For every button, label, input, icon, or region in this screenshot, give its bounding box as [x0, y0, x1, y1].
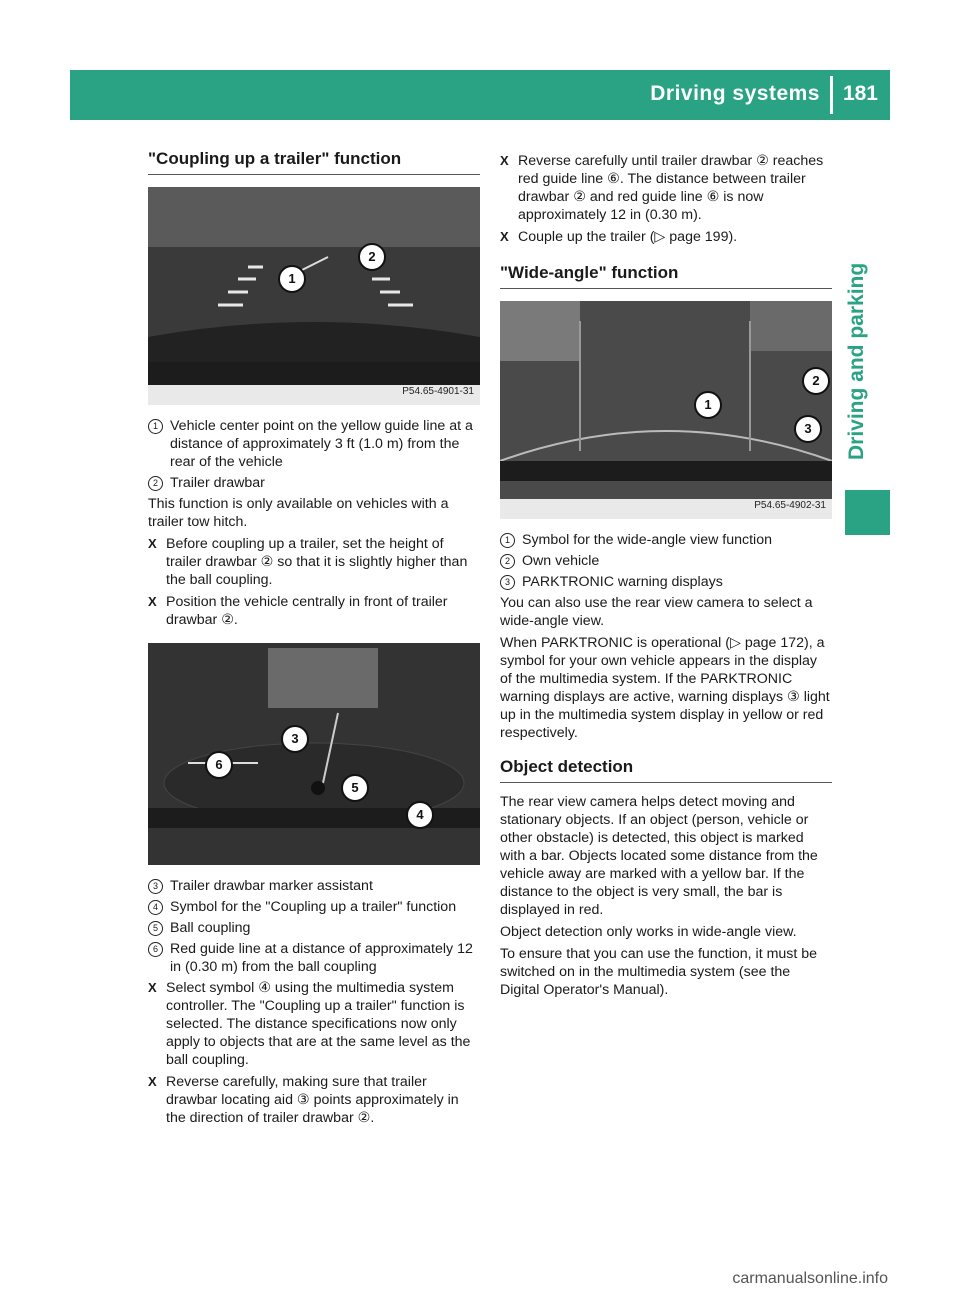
paragraph: Object detection only works in wide-angle view.	[500, 924, 797, 940]
paragraph: To ensure that you can use the function, it must be switched on in the multimedia system (see the Digital Operator's Manual).	[500, 946, 818, 998]
step-arrow-icon: X	[148, 536, 157, 551]
callout-1: 1	[694, 391, 722, 419]
legend-text: Trailer drawbar marker assistant	[170, 878, 373, 894]
legend-item	[500, 573, 832, 591]
step-arrow-icon: X	[500, 229, 509, 244]
legend-item	[148, 940, 480, 976]
legend-number: 1	[500, 533, 515, 548]
camera-image-1	[148, 187, 480, 405]
paragraph: The rear view camera helps detect moving and stationary objects. If an object (person, vehicle or other obstacle) is detected, this object is marked with a bar. Objects located some distance from the vehicle away are marked with a yellow bar. If the distance to the object is very small, the bar is displayed in red.	[500, 794, 818, 918]
callout-6: 6	[205, 751, 233, 779]
legend-2	[148, 877, 480, 976]
instruction-step: X Select symbol ④ using the multimedia system controller. The "Coupling up a trailer" function is selected. The distance specifications now only apply to objects that are at the same level as the ball coupling.	[148, 980, 471, 1068]
legend-number: 5	[148, 921, 163, 936]
callout-2: 2	[358, 243, 386, 271]
image-reference: P54.65-4901-31	[402, 386, 474, 397]
legend-item	[148, 474, 480, 492]
legend-text: PARKTRONIC warning displays	[522, 574, 723, 590]
side-tab-marker	[845, 490, 890, 535]
section-heading: "Coupling up a trailer" function	[148, 150, 480, 175]
camera-scene-1	[148, 187, 480, 405]
step-arrow-icon: X	[148, 594, 157, 609]
right-column	[500, 152, 832, 1003]
legend-item	[148, 919, 480, 937]
legend-number: 2	[148, 476, 163, 491]
section-heading: Object detection	[500, 758, 832, 783]
paragraph: This function is only available on vehicles with a trailer tow hitch.	[148, 496, 449, 530]
camera-image-3	[500, 301, 832, 519]
instruction-step: X Before coupling up a trailer, set the height of trailer drawbar ② so that it is slightly higher than the ball coupling.	[148, 536, 468, 588]
callout-4: 4	[406, 801, 434, 829]
callout-2: 2	[802, 367, 830, 395]
paragraph: You can also use the rear view camera to select a wide-angle view.	[500, 595, 813, 629]
legend-item	[500, 531, 832, 549]
image-reference: P54.65-4902-31	[754, 500, 826, 511]
legend-text: Ball coupling	[170, 920, 251, 936]
page-number: 181	[842, 82, 878, 105]
legend-number: 3	[500, 575, 515, 590]
watermark: carmanualsonline.info	[732, 1270, 888, 1287]
legend-item	[148, 898, 480, 916]
instruction-step: X Reverse carefully, making sure that trailer drawbar locating aid ③ points approximately in the direction of trailer drawbar ②.	[148, 1074, 459, 1126]
camera-image-2	[148, 643, 480, 865]
step-arrow-icon: X	[148, 980, 157, 995]
callout-3: 3	[794, 415, 822, 443]
legend-number: 1	[148, 419, 163, 434]
legend-3	[500, 531, 832, 591]
header-divider	[830, 76, 833, 114]
legend-text: Red guide line at a distance of approximately 12 in (0.30 m) from the ball coupling	[170, 941, 473, 975]
legend-text: Own vehicle	[522, 553, 600, 569]
paragraph: When PARKTRONIC is operational (▷ page 172), a symbol for your own vehicle appears in the display of the multimedia system. If the PARKTRONIC warning displays are active, warning displays ③ light up in the multimedia system display in yellow or red respectively.	[500, 635, 830, 741]
side-tab-label: Driving and parking	[845, 262, 868, 460]
instruction-step: X Couple up the trailer (▷ page 199).	[500, 229, 738, 245]
instruction-step: X Reverse carefully until trailer drawbar ② reaches red guide line ⑥. The distance between trailer drawbar ② and red guide line ⑥ is now approximately 12 in (0.30 m).	[500, 153, 824, 223]
step-arrow-icon: X	[148, 1074, 157, 1089]
left-column	[148, 150, 480, 1131]
legend-number: 6	[148, 942, 163, 957]
legend-text: Symbol for the wide-angle view function	[522, 532, 772, 548]
camera-scene-2	[148, 643, 480, 865]
legend-number: 2	[500, 554, 515, 569]
legend-item	[148, 417, 480, 471]
legend-text: Trailer drawbar	[170, 475, 265, 491]
legend-1	[148, 417, 480, 492]
step-arrow-icon: X	[500, 153, 509, 168]
legend-number: 4	[148, 900, 163, 915]
legend-number: 3	[148, 879, 163, 894]
callout-1: 1	[278, 265, 306, 293]
section-title: Driving systems	[650, 82, 820, 105]
page-header	[70, 70, 890, 120]
instruction-step: X Position the vehicle centrally in front of trailer drawbar ②.	[148, 594, 448, 628]
legend-item	[500, 552, 832, 570]
legend-item	[148, 877, 480, 895]
callout-5: 5	[341, 774, 369, 802]
callout-3: 3	[281, 725, 309, 753]
legend-text: Vehicle center point on the yellow guide line at a distance of approximately 3 ft (1.0 m) from the rear of the vehicle	[170, 418, 473, 470]
section-heading: "Wide-angle" function	[500, 264, 832, 289]
legend-text: Symbol for the "Coupling up a trailer" function	[170, 899, 457, 915]
camera-scene-3	[500, 301, 832, 519]
